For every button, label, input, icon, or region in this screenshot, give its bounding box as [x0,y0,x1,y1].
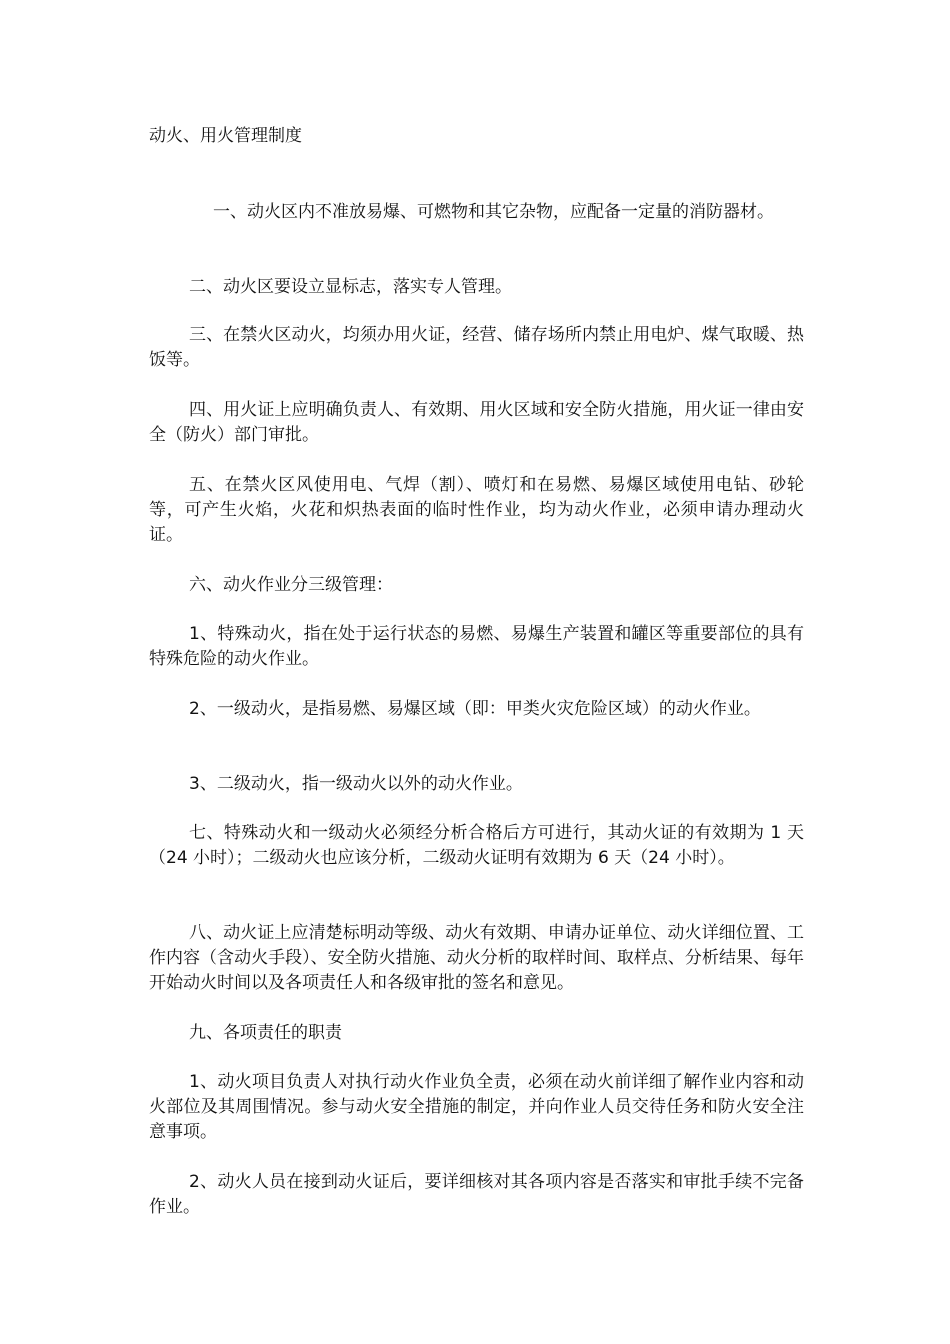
paragraph-3: 三、在禁火区动火，均须办用火证，经营、储存场所内禁止用电炉、煤气取暖、热饭等。 [149,325,804,370]
paragraph-13: 1、动火项目负责人对执行动火作业负全责，必须在动火前详细了解作业内容和动火部位及其周围情况。参与动火安全措施的制定，并向作业人员交待任务和防火安全注意事项。 [149,1072,804,1142]
paragraph-6: 六、动火作业分三级管理： [189,575,393,595]
paragraph-12: 九、各项责任的职责 [189,1023,342,1043]
paragraph-5: 五、在禁火区风使用电、气焊（割）、喷灯和在易燃、易爆区域使用电钻、砂轮等，可产生火焰，火花和炽热表面的临时性作业，均为动火作业，必须申请办理动火证。 [149,475,804,545]
paragraph-14: 2、动火人员在接到动火证后，要详细核对其各项内容是否落实和审批手续不完备作业。 [149,1172,804,1217]
document-title: 动火、用火管理制度 [149,126,302,146]
paragraph-10: 七、特殊动火和一级动火必须经分析合格后方可进行，其动火证的有效期为 1 天（24 小时）；二级动火也应该分析，二级动火证明有效期为 6 天（24 小时）。 [149,823,804,868]
paragraph-11: 八、动火证上应清楚标明动等级、动火有效期、申请办证单位、动火详细位置、工作内容（含动火手段）、安全防火措施、动火分析的取样时间、取样点、分析结果、每年开始动火时间以及各项责任人和各级审批的签名和意见。 [149,923,804,993]
paragraph-7: 1、特殊动火，指在处于运行状态的易燃、易爆生产装置和罐区等重要部位的具有特殊危险的动火作业。 [149,624,804,669]
paragraph-8: 2、一级动火，是指易燃、易爆区域（即：甲类火灾危险区域）的动火作业。 [189,699,761,719]
paragraph-4: 四、用火证上应明确负责人、有效期、用火区域和安全防火措施，用火证一律由安全（防火）部门审批。 [149,400,804,445]
paragraph-2: 二、动火区要设立显标志，落实专人管理。 [189,277,512,297]
paragraph-1: 一、动火区内不准放易爆、可燃物和其它杂物，应配备一定量的消防器材。 [213,202,774,222]
paragraph-9: 3、二级动火，指一级动火以外的动火作业。 [189,774,523,794]
